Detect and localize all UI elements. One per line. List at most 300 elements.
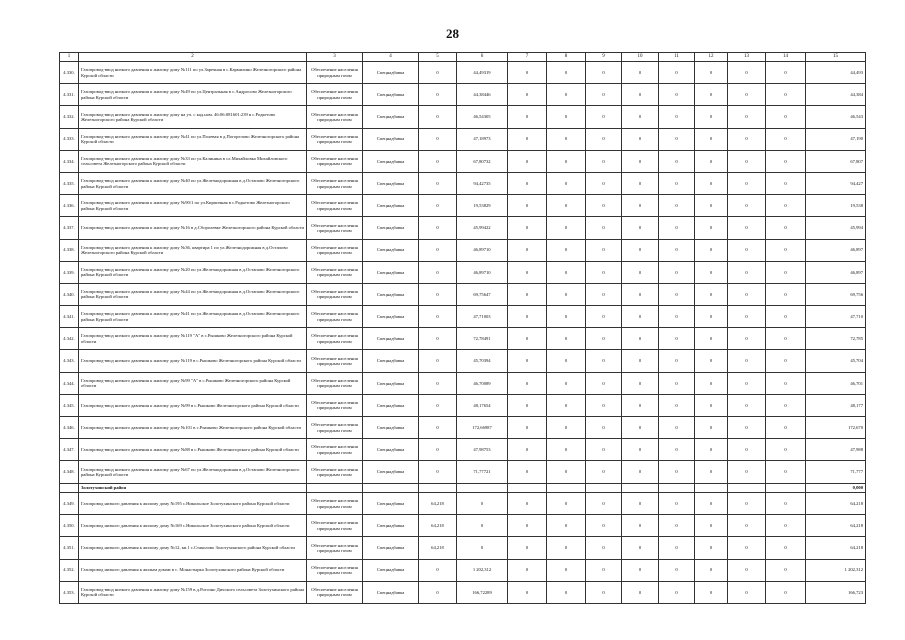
table-cell: 0 bbox=[419, 84, 457, 106]
table-cell: 0 bbox=[728, 239, 766, 261]
table-cell bbox=[508, 483, 547, 492]
table-cell: 44,49319 bbox=[457, 62, 508, 84]
table-cell: 0 bbox=[695, 84, 728, 106]
table-cell: 0 bbox=[659, 150, 695, 172]
table-cell: 0 bbox=[622, 84, 659, 106]
table-cell: 71,77721 bbox=[457, 461, 508, 483]
table-cell: 4.338. bbox=[60, 239, 79, 261]
table-cell bbox=[622, 483, 659, 492]
table-cell: 0 bbox=[659, 350, 695, 372]
table-cell: 46,543 bbox=[806, 106, 866, 128]
table-cell: 0 bbox=[728, 195, 766, 217]
table-cell bbox=[766, 483, 806, 492]
table-cell: 4.342. bbox=[60, 328, 79, 350]
table-cell: Газопровод-ввод низкого давления к жилому дому №40 по ул.Железнодорожная в д.Остапово Железногорского района Курской области bbox=[79, 172, 307, 194]
table-cell: Обеспечение населения природным газом bbox=[307, 106, 363, 128]
table-cell: 0 bbox=[586, 350, 622, 372]
table-cell: Газопровод-ввод низкого давления к жилому дому №119 "А" в с.Рышково Железногорского района Курской области bbox=[79, 328, 307, 350]
table-cell: Спецнадбавка bbox=[363, 461, 419, 483]
table-cell: 0 bbox=[457, 537, 508, 559]
table-cell: 45,70394 bbox=[457, 350, 508, 372]
table-cell: 0 bbox=[695, 537, 728, 559]
table-cell: 48,17654 bbox=[457, 394, 508, 416]
table-cell: 0 bbox=[766, 559, 806, 581]
table-cell: 0 bbox=[728, 439, 766, 461]
table-row bbox=[60, 172, 866, 194]
table-cell: 46,89710 bbox=[457, 261, 508, 283]
table-cell: 0 bbox=[547, 537, 586, 559]
column-number: 11 bbox=[659, 53, 695, 62]
table-cell: Спецнадбавка bbox=[363, 328, 419, 350]
table-cell: 0 bbox=[728, 84, 766, 106]
table-cell: 47,190 bbox=[806, 128, 866, 150]
table-cell: 4.335. bbox=[60, 172, 79, 194]
table-cell: 0 bbox=[622, 283, 659, 305]
table-cell: 0 bbox=[695, 417, 728, 439]
table-cell: 0 bbox=[622, 515, 659, 537]
table-cell: 172,670 bbox=[806, 417, 866, 439]
table-cell: 0 bbox=[622, 350, 659, 372]
table-row bbox=[60, 62, 866, 84]
table-row bbox=[60, 559, 866, 581]
table-cell: 0 bbox=[508, 239, 547, 261]
table-cell: 0 bbox=[766, 515, 806, 537]
table-cell: Обеспечение населения природным газом bbox=[307, 581, 363, 603]
table-cell: Газопровод-ввод низкого давления к жилому дому №99 в с.Рышково Железногорского района Курской области bbox=[79, 394, 307, 416]
table-cell: 0 bbox=[659, 106, 695, 128]
table-row bbox=[60, 328, 866, 350]
table-cell: 4.340. bbox=[60, 283, 79, 305]
table-cell: 0 bbox=[728, 217, 766, 239]
table-cell: Обеспечение населения природным газом bbox=[307, 172, 363, 194]
table-cell: 0 bbox=[766, 394, 806, 416]
column-number: 1 bbox=[60, 53, 79, 62]
table-cell: 0 bbox=[586, 239, 622, 261]
table-cell: 0 bbox=[695, 515, 728, 537]
table-cell: 4.330. bbox=[60, 62, 79, 84]
table-cell: 0 bbox=[547, 217, 586, 239]
table-cell: Газопровод низкого давления к жилым домам в с. Монастырка Золотухинского района Курской области bbox=[79, 559, 307, 581]
table-cell: 0 bbox=[695, 581, 728, 603]
table-cell: Газопровод-ввод низкого давления к жилому дому №67 по ул.Железнодорожная в д.Остапово Железногорского района Курской области bbox=[79, 461, 307, 483]
table-cell: 0 bbox=[728, 372, 766, 394]
table-cell: Обеспечение населения природным газом bbox=[307, 217, 363, 239]
table-cell: Обеспечение населения природным газом bbox=[307, 150, 363, 172]
table-cell: 0 bbox=[766, 492, 806, 514]
table-cell bbox=[419, 483, 457, 492]
table-cell: Обеспечение населения природным газом bbox=[307, 492, 363, 514]
table-cell: 71,777 bbox=[806, 461, 866, 483]
table-cell: 0 bbox=[622, 417, 659, 439]
table-row bbox=[60, 84, 866, 106]
table-cell: 0 bbox=[766, 62, 806, 84]
table-cell: Обеспечение населения природным газом bbox=[307, 306, 363, 328]
table-cell: 0 bbox=[695, 439, 728, 461]
table-cell: 0 bbox=[508, 106, 547, 128]
table-row bbox=[60, 261, 866, 283]
table-cell: 4.348. bbox=[60, 461, 79, 483]
table-cell: Газопровод-ввод низкого давления к жилому дому №41 по ул.Железнодорожная в д.Остапово Железногорского района Курской области bbox=[79, 306, 307, 328]
table-cell: Газопровод низкого давления к жилому дому №169 с.Никольское Золотухинского района Курской области bbox=[79, 515, 307, 537]
table-cell: Обеспечение населения природным газом bbox=[307, 372, 363, 394]
table-cell: 0 bbox=[547, 439, 586, 461]
table-cell: 0 bbox=[659, 62, 695, 84]
table-cell: 0 bbox=[547, 581, 586, 603]
table-cell: 46,897 bbox=[806, 239, 866, 261]
column-number-row bbox=[60, 53, 866, 62]
table-cell: 0 bbox=[659, 417, 695, 439]
table-cell: 0 bbox=[622, 328, 659, 350]
table-cell: Спецнадбавка bbox=[363, 261, 419, 283]
table-cell: 0 bbox=[659, 328, 695, 350]
column-number: 15 bbox=[806, 53, 866, 62]
table-cell bbox=[307, 483, 363, 492]
table-cell: 0 bbox=[547, 461, 586, 483]
table-cell: 0 bbox=[622, 372, 659, 394]
table-cell bbox=[60, 483, 79, 492]
table-cell: 0 bbox=[508, 128, 547, 150]
table-cell: 0 bbox=[586, 62, 622, 84]
section-title: Золотухинский район bbox=[79, 483, 307, 492]
table-cell: 0 bbox=[508, 372, 547, 394]
table-cell: 0 bbox=[547, 62, 586, 84]
table-cell: 69,75647 bbox=[457, 283, 508, 305]
table-cell: 0 bbox=[622, 172, 659, 194]
table-cell: 47,18973 bbox=[457, 128, 508, 150]
table-cell: Газопровод-ввод низкого давления к жилому дому №44 по ул.Железнодорожная в д.Остапово Железногорского района Курской области bbox=[79, 283, 307, 305]
table-cell: 0 bbox=[695, 150, 728, 172]
table-cell: 0 bbox=[419, 328, 457, 350]
table-cell: 0 bbox=[419, 261, 457, 283]
table-cell: 0 bbox=[659, 217, 695, 239]
table-cell: 0 bbox=[547, 84, 586, 106]
table-cell: Газопровод низкого давления к жилому дому №12, кв.1 с.Стаколово Золотухинского района Курской области bbox=[79, 537, 307, 559]
table-cell: 0 bbox=[622, 150, 659, 172]
table-cell: 166,723 bbox=[806, 581, 866, 603]
table-cell: 0 bbox=[622, 217, 659, 239]
table-cell: 0 bbox=[419, 283, 457, 305]
table-cell: 0 bbox=[766, 128, 806, 150]
table-cell: 0 bbox=[622, 239, 659, 261]
table-cell: Газопровод-ввод низкого давления к жилому дому №16 в д.Сборолевке Железногорского района Курской области bbox=[79, 217, 307, 239]
table-cell: 0 bbox=[586, 84, 622, 106]
table-cell: 0 bbox=[508, 217, 547, 239]
table-cell: Обеспечение населения природным газом bbox=[307, 350, 363, 372]
table-cell: 0 bbox=[622, 394, 659, 416]
table-cell: Спецнадбавка bbox=[363, 62, 419, 84]
table-cell: 0 bbox=[695, 106, 728, 128]
table-cell: 0 bbox=[586, 261, 622, 283]
table-row bbox=[60, 217, 866, 239]
table-cell: 47,988 bbox=[806, 439, 866, 461]
table-cell: 45,99422 bbox=[457, 217, 508, 239]
table-cell: Спецнадбавка bbox=[363, 106, 419, 128]
table-cell: 0 bbox=[695, 492, 728, 514]
table-cell: 0 bbox=[728, 328, 766, 350]
table-cell: 0 bbox=[419, 62, 457, 84]
table-cell: 0 bbox=[508, 439, 547, 461]
table-cell: 0 bbox=[622, 492, 659, 514]
table-cell: 0 bbox=[766, 417, 806, 439]
table-cell: 0 bbox=[419, 439, 457, 461]
table-cell: Спецнадбавка bbox=[363, 537, 419, 559]
table-cell: 0 bbox=[419, 106, 457, 128]
table-cell: 0 bbox=[586, 461, 622, 483]
table-cell: Обеспечение населения природным газом bbox=[307, 537, 363, 559]
column-number: 12 bbox=[695, 53, 728, 62]
column-number: 4 bbox=[363, 53, 419, 62]
table-cell: Спецнадбавка bbox=[363, 217, 419, 239]
table-cell: 0 bbox=[766, 239, 806, 261]
table-cell: Спецнадбавка bbox=[363, 172, 419, 194]
table-cell: 0 bbox=[586, 283, 622, 305]
table-cell: 0 bbox=[659, 306, 695, 328]
table-cell: 0 bbox=[622, 537, 659, 559]
table-cell: 48,177 bbox=[806, 394, 866, 416]
table-cell: Спецнадбавка bbox=[363, 84, 419, 106]
table-cell: 0 bbox=[766, 150, 806, 172]
table-cell: Газопровод-ввод низкого давления к жилому дому №90/1 по ул.Кирпичная в с.Родкетово Железногорского района Курской области bbox=[79, 195, 307, 217]
table-cell: 0 bbox=[586, 106, 622, 128]
table-row bbox=[60, 439, 866, 461]
table-cell: 0 bbox=[586, 372, 622, 394]
table-cell: 0 bbox=[766, 306, 806, 328]
table-cell: Обеспечение населения природным газом bbox=[307, 261, 363, 283]
table-cell: 0 bbox=[508, 306, 547, 328]
table-cell: Спецнадбавка bbox=[363, 492, 419, 514]
table-cell: 0 bbox=[659, 84, 695, 106]
table-cell: Обеспечение населения природным газом bbox=[307, 559, 363, 581]
table-cell: 0 bbox=[622, 195, 659, 217]
table-cell bbox=[457, 483, 508, 492]
table-cell: 0 bbox=[659, 461, 695, 483]
table-cell: 0 bbox=[695, 283, 728, 305]
table-cell: 4.333. bbox=[60, 128, 79, 150]
column-number: 6 bbox=[457, 53, 508, 62]
table-row bbox=[60, 461, 866, 483]
table-cell: Газопровод-ввод низкого давления к жилому дому №20 по ул.Железнодорожная в д.Остапово Железногорского района Курской области bbox=[79, 261, 307, 283]
table-cell: 19,53829 bbox=[457, 195, 508, 217]
table-cell: 0 bbox=[586, 417, 622, 439]
table-cell: 0 bbox=[695, 217, 728, 239]
table-cell: 0 bbox=[508, 283, 547, 305]
table-cell bbox=[659, 483, 695, 492]
table-cell: 0 bbox=[508, 417, 547, 439]
table-cell: 0 bbox=[695, 328, 728, 350]
table-cell: 19,538 bbox=[806, 195, 866, 217]
table-cell: 0 bbox=[766, 439, 806, 461]
table-cell: 0 bbox=[728, 461, 766, 483]
table-cell: 0 bbox=[659, 492, 695, 514]
table-cell: Газопровод-ввод низкого давления к жилому дому №99 "А" в с.Рышково Железногорского района Курской области bbox=[79, 372, 307, 394]
table-cell: Спецнадбавка bbox=[363, 350, 419, 372]
table-cell: 0 bbox=[419, 239, 457, 261]
table-cell: 4.344. bbox=[60, 372, 79, 394]
table-cell: Обеспечение населения природным газом bbox=[307, 239, 363, 261]
table-cell: 0 bbox=[419, 195, 457, 217]
table-row bbox=[60, 537, 866, 559]
table-cell: 0 bbox=[695, 128, 728, 150]
table-cell: 0 bbox=[586, 150, 622, 172]
table-cell: 0 bbox=[766, 84, 806, 106]
table-cell: 0,000 bbox=[806, 483, 866, 492]
table-cell: 0 bbox=[659, 515, 695, 537]
table-cell: 0 bbox=[586, 515, 622, 537]
table-cell: Обеспечение населения природным газом bbox=[307, 515, 363, 537]
table-cell: 45,994 bbox=[806, 217, 866, 239]
table-cell: 69,756 bbox=[806, 283, 866, 305]
table-cell: 0 bbox=[728, 128, 766, 150]
table-cell: 0 bbox=[766, 350, 806, 372]
table-cell: 0 bbox=[659, 537, 695, 559]
table-cell: 166,72289 bbox=[457, 581, 508, 603]
column-number: 3 bbox=[307, 53, 363, 62]
table-cell: Обеспечение населения природным газом bbox=[307, 417, 363, 439]
table-cell: 64,218 bbox=[806, 537, 866, 559]
table-cell: 4.351. bbox=[60, 537, 79, 559]
table-cell: 0 bbox=[586, 328, 622, 350]
table-cell: Спецнадбавка bbox=[363, 239, 419, 261]
column-number: 7 bbox=[508, 53, 547, 62]
table-cell: 0 bbox=[508, 84, 547, 106]
table-cell: 0 bbox=[766, 372, 806, 394]
table-cell: 0 bbox=[419, 372, 457, 394]
table-cell: Спецнадбавка bbox=[363, 417, 419, 439]
table-cell: 0 bbox=[419, 461, 457, 483]
table-cell: 4.334. bbox=[60, 150, 79, 172]
table-cell: 0 bbox=[695, 350, 728, 372]
table-cell: 0 bbox=[659, 128, 695, 150]
table-cell: 0 bbox=[622, 106, 659, 128]
table-cell: 64,218 bbox=[806, 492, 866, 514]
table-cell: 0 bbox=[728, 394, 766, 416]
table-cell: 4.349. bbox=[60, 492, 79, 514]
table-row bbox=[60, 515, 866, 537]
table-cell: 0 bbox=[547, 106, 586, 128]
table-cell: 0 bbox=[622, 128, 659, 150]
table-row bbox=[60, 492, 866, 514]
table-cell: 0 bbox=[508, 350, 547, 372]
table-cell: 0 bbox=[547, 150, 586, 172]
table-cell: 4.337. bbox=[60, 217, 79, 239]
table-cell: 4.331. bbox=[60, 84, 79, 106]
table-cell: 0 bbox=[766, 106, 806, 128]
table-cell: 0 bbox=[766, 283, 806, 305]
table-cell: 0 bbox=[547, 559, 586, 581]
table-cell: 47,71003 bbox=[457, 306, 508, 328]
table-cell: 0 bbox=[586, 172, 622, 194]
column-number: 13 bbox=[728, 53, 766, 62]
table-cell: Обеспечение населения природным газом bbox=[307, 394, 363, 416]
table-cell: 0 bbox=[659, 581, 695, 603]
table-cell: 0 bbox=[547, 394, 586, 416]
table-cell: 0 bbox=[766, 537, 806, 559]
data-table bbox=[59, 52, 866, 604]
table-cell: Газопровод-ввод низкого давления к жилому дому №159 в д.Рогозно Дичского сельсовета Золотухинского района Курской области bbox=[79, 581, 307, 603]
table-cell: Спецнадбавка bbox=[363, 306, 419, 328]
table-cell: 4.345. bbox=[60, 394, 79, 416]
table-cell: 0 bbox=[547, 195, 586, 217]
table-cell: 172,66987 bbox=[457, 417, 508, 439]
table-cell: 0 bbox=[728, 350, 766, 372]
table-cell: 0 bbox=[419, 394, 457, 416]
table-cell: 64,218 bbox=[419, 515, 457, 537]
table-cell: 0 bbox=[419, 350, 457, 372]
section-row bbox=[60, 483, 866, 492]
table-cell: Спецнадбавка bbox=[363, 439, 419, 461]
table-cell: 0 bbox=[695, 306, 728, 328]
table-cell: Газопровод-ввод низкого давления к жилому дому №49 по ул.Центральная в с.Андросово Железногорского района Курской области bbox=[79, 84, 307, 106]
table-cell: 0 bbox=[508, 150, 547, 172]
column-number: 9 bbox=[586, 53, 622, 62]
table-cell: 0 bbox=[508, 172, 547, 194]
table-cell: 0 bbox=[695, 461, 728, 483]
table-cell: Газопровод-ввод низкого давления к жилому дому №101 в с.Рышково Железногорского района Курской области bbox=[79, 417, 307, 439]
table-row bbox=[60, 128, 866, 150]
table-cell: 0 bbox=[766, 217, 806, 239]
table-cell: Спецнадбавка bbox=[363, 195, 419, 217]
table-cell: 0 bbox=[457, 515, 508, 537]
table-cell: Спецнадбавка bbox=[363, 515, 419, 537]
table-cell: 4.352. bbox=[60, 559, 79, 581]
table-cell: 0 bbox=[508, 195, 547, 217]
table-cell: 0 bbox=[659, 261, 695, 283]
table-cell: 0 bbox=[419, 559, 457, 581]
table-cell: 47,710 bbox=[806, 306, 866, 328]
table-cell bbox=[695, 483, 728, 492]
table-cell: 0 bbox=[728, 581, 766, 603]
table-row bbox=[60, 150, 866, 172]
table-cell: 0 bbox=[695, 62, 728, 84]
table-row bbox=[60, 106, 866, 128]
table-cell: Спецнадбавка bbox=[363, 128, 419, 150]
table-cell: 0 bbox=[547, 128, 586, 150]
table-cell: 4.339. bbox=[60, 261, 79, 283]
table-cell bbox=[586, 483, 622, 492]
table-row bbox=[60, 195, 866, 217]
table-cell: Газопровод-ввод низкого давления к жилому дому №88 в с.Рышково Железногорского района Курской области bbox=[79, 439, 307, 461]
table-cell: 0 bbox=[547, 283, 586, 305]
table-cell: 0 bbox=[547, 515, 586, 537]
table-cell: 0 bbox=[508, 559, 547, 581]
column-number: 14 bbox=[766, 53, 806, 62]
table-cell: 0 bbox=[622, 461, 659, 483]
column-number: 8 bbox=[547, 53, 586, 62]
table-cell: Спецнадбавка bbox=[363, 283, 419, 305]
table-cell: 4.350. bbox=[60, 515, 79, 537]
table-cell: 0 bbox=[622, 261, 659, 283]
table-cell: 0 bbox=[695, 372, 728, 394]
table-row bbox=[60, 306, 866, 328]
table-cell: Спецнадбавка bbox=[363, 559, 419, 581]
table-cell: 0 bbox=[728, 559, 766, 581]
table-cell bbox=[363, 483, 419, 492]
table-cell: 0 bbox=[586, 195, 622, 217]
table-cell: 0 bbox=[508, 261, 547, 283]
table-cell: 44,493 bbox=[806, 62, 866, 84]
table-cell: 45,704 bbox=[806, 350, 866, 372]
table-cell: 0 bbox=[508, 515, 547, 537]
table-cell: 0 bbox=[547, 417, 586, 439]
table-row bbox=[60, 372, 866, 394]
table-cell: 0 bbox=[547, 350, 586, 372]
table-row bbox=[60, 239, 866, 261]
table-cell: 0 bbox=[586, 128, 622, 150]
table-cell: 0 bbox=[508, 461, 547, 483]
table-cell: 0 bbox=[695, 195, 728, 217]
column-number: 5 bbox=[419, 53, 457, 62]
table-cell: 0 bbox=[508, 537, 547, 559]
